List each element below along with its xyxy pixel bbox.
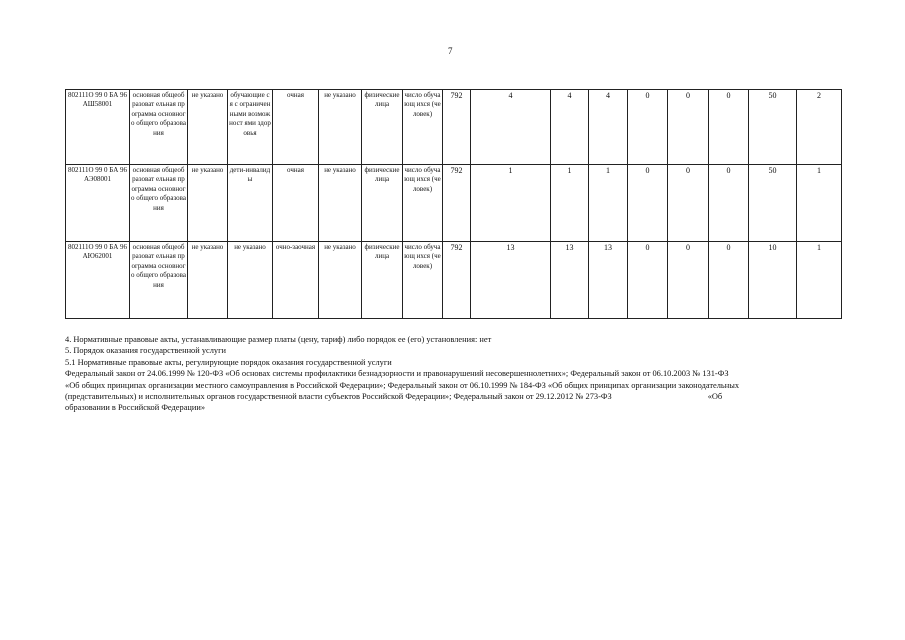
indicator-cell: не указано	[319, 242, 362, 319]
value-cell: 1	[589, 165, 628, 242]
value-cell: 13	[471, 242, 551, 319]
unit-cell: число обучающ ихся (человек)	[403, 242, 443, 319]
indicator-cell: не указано	[319, 90, 362, 165]
value-cell: 13	[589, 242, 628, 319]
indicator-cell: не указано	[188, 90, 228, 165]
value-cell: 0	[709, 90, 749, 165]
table-row	[66, 90, 842, 165]
note-line: «Об общих принципах организации местного самоуправления в Российской Федерации»; Федеральный закон от 06.10.1999 № 184-ФЗ «Об общих принципах организации законодательных	[65, 380, 740, 390]
value-cell: 0	[668, 90, 709, 165]
note-text: «Об	[707, 392, 723, 402]
value-cell: 1	[471, 165, 551, 242]
program-cell: основная общеобразоват ельная программа основного общего образования	[130, 90, 188, 165]
category-cell: дети-инвалиды	[228, 165, 273, 242]
value-cell: 2	[797, 90, 842, 165]
indicator-cell: не указано	[319, 165, 362, 242]
note-line: 4. Нормативные правовые акты, устанавливающие размер платы (цену, тариф) либо порядок ее (его) установления: нет	[65, 335, 492, 344]
note-line	[65, 391, 855, 402]
page-number: 7	[448, 46, 453, 56]
unit-cell: число обучающ ихся (человек)	[403, 165, 443, 242]
form-cell: очная	[273, 165, 319, 242]
category-cell: обучающие ся с ограничен ными возможност ями здоровья	[228, 90, 273, 165]
table-row	[66, 165, 842, 242]
consumer-cell: физические лица	[362, 165, 403, 242]
value-cell: 0	[628, 242, 668, 319]
note-line: 5.1 Нормативные правовые акты, регулирующие порядок оказания государственной услуги	[65, 357, 392, 367]
form-cell: очная	[273, 90, 319, 165]
indicator-cell: не указано	[188, 165, 228, 242]
value-cell: 0	[709, 165, 749, 242]
value-cell: 4	[551, 90, 589, 165]
value-cell: 1	[797, 242, 842, 319]
consumer-cell: физические лица	[362, 90, 403, 165]
indicator-cell: не указано	[188, 242, 228, 319]
program-cell: основная общеобразоват ельная программа основного общего образования	[130, 242, 188, 319]
value-cell: 0	[668, 242, 709, 319]
value-cell: 0	[709, 242, 749, 319]
value-cell: 1	[551, 165, 589, 242]
value-cell: 0	[668, 165, 709, 242]
notes-section	[65, 334, 855, 414]
unit-cell: число обучающ ихся (человек)	[403, 90, 443, 165]
registry-code: 802111О 99 0 БА 96АШ58001	[66, 90, 130, 165]
value-cell: 1	[797, 165, 842, 242]
program-cell: основная общеобразоват ельная программа основного общего образования	[130, 165, 188, 242]
value-cell: 0	[628, 90, 668, 165]
value-cell: 0	[628, 165, 668, 242]
note-text: (представительных) и исполнительных органов государственной власти субъектов Российской Федерации»; Федеральный закон от 29.12.2012 № 273-ФЗ	[65, 392, 612, 402]
value-cell: 50	[749, 165, 797, 242]
note-line: 5. Порядок оказания государственной услуги	[65, 346, 227, 356]
okei-code: 792	[443, 165, 471, 242]
okei-code: 792	[443, 90, 471, 165]
note-line: образовании в Российской Федерации»	[65, 403, 206, 413]
note-line: Федеральный закон от 24.06.1999 № 120-ФЗ «Об основах системы профилактики безнадзорности и правонарушений несовершеннолетних»; Федеральный закон от 06.10.2003 № 131-ФЗ	[65, 369, 729, 379]
form-cell: очно-заочная	[273, 242, 319, 319]
value-cell: 4	[471, 90, 551, 165]
consumer-cell: физические лица	[362, 242, 403, 319]
value-cell: 10	[749, 242, 797, 319]
value-cell: 13	[551, 242, 589, 319]
category-cell: не указано	[228, 242, 273, 319]
registry-code: 802111О 99 0 БА 96АЮ62001	[66, 242, 130, 319]
value-cell: 50	[749, 90, 797, 165]
value-cell: 4	[589, 90, 628, 165]
service-indicators-table	[65, 89, 842, 319]
okei-code: 792	[443, 242, 471, 319]
registry-code: 802111О 99 0 БА 96АЭ08001	[66, 165, 130, 242]
table-row	[66, 242, 842, 319]
